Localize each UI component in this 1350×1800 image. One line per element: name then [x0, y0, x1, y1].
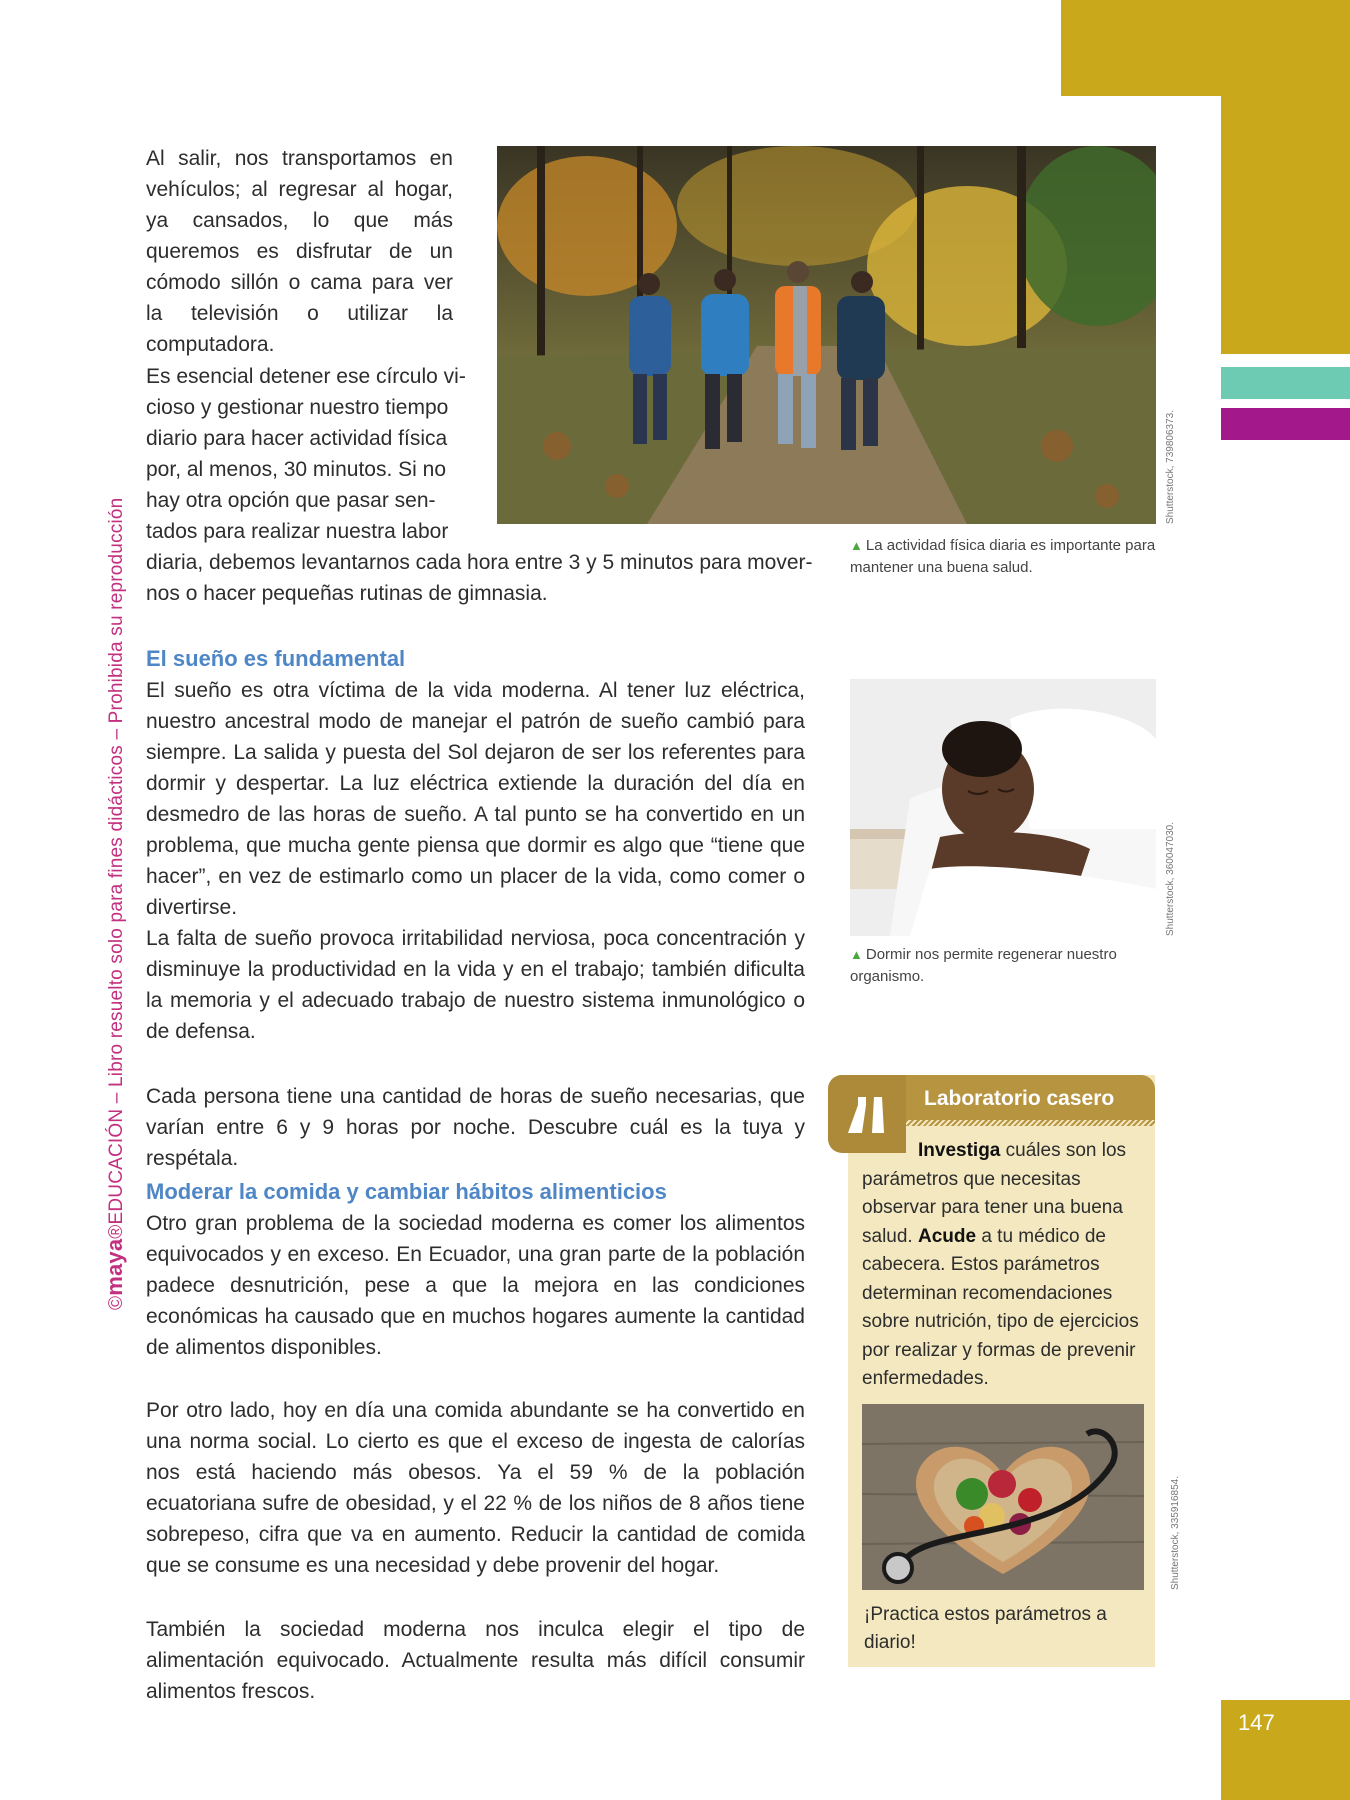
decorative-magenta-bar — [1221, 408, 1350, 440]
lab-text-part-2: a tu médico de cabecera. Estos parámetros determinan recomendaciones sobre nutrición, tipo de ejercicios por realizar y formas de prevenir enfermedades. — [862, 1225, 1139, 1389]
sleeping-illustration — [850, 679, 1156, 936]
registered-mark: ® — [106, 1224, 127, 1239]
copyright-notice — [102, 498, 128, 1310]
intro-line: por, al menos, 30 minutos. Si no — [146, 458, 446, 481]
food-photo — [862, 1404, 1144, 1590]
lab-keyword-acude: Acude — [917, 1225, 977, 1247]
copyright-text: EDUCACIÓN – Libro resuelto solo para fines didácticos – Prohibida su reproducción — [106, 497, 127, 1225]
food-section-heading: Moderar la comida y cambiar hábitos alimenticios — [146, 1179, 667, 1204]
sleeping-photo-credit: Shutterstock, 360047030. — [1165, 822, 1176, 936]
intro-line: nos o hacer pequeñas rutinas de gimnasia. — [146, 582, 548, 605]
intro-line: diario para hacer actividad física — [146, 427, 448, 450]
food-paragraph-3: También la sociedad moderna nos inculca elegir el tipo de alimentación equivocado. Actualmente resulta más difícil consumir alimentos frescos. — [146, 1618, 805, 1703]
intro-line: tados para realizar nuestra labor — [146, 520, 449, 543]
sleep-paragraph-1: El sueño es otra víctima de la vida moderna. Al tener luz eléctrica, nuestro ancestral modo de manejar el patrón de sueño cambió para siempre. La salida y puesta del Sol dejaron de ser los referentes para dormir y despertar. La luz eléctrica extiende la duración del día en desmedro de las horas de sueño. A tal punto se ha convertido en un problema, que mucha gente piensa que dormir es algo que “tiene que hacer”, en vez de estimarlo como un placer de la vida, como comer o divertirse. — [146, 679, 805, 919]
food-photo-credit: Shutterstock, 335916854. — [1170, 1476, 1181, 1590]
intro-line: cioso y gestionar nuestro tiempo — [146, 396, 449, 419]
lab-title: Laboratorio casero — [924, 1087, 1115, 1110]
intro-line: hay otra opción que pasar sen- — [146, 489, 436, 512]
decorative-gold-bar-top — [1061, 0, 1350, 96]
running-photo — [497, 146, 1156, 524]
intro-line: Es esencial detener ese círculo vi- — [146, 365, 466, 388]
sleeping-caption-text: Dormir nos permite regenerar nuestro organismo. — [850, 946, 1117, 985]
intro-paragraph-1: Al salir, nos transportamos en vehículos; al regresar al hogar, ya cansados, lo que más queremos es disfrutar de un cómodo sillón o cama para ver la televisión o utilizar la computadora. — [146, 147, 453, 356]
decorative-teal-bar — [1221, 367, 1350, 399]
sleeping-photo-caption — [850, 944, 1150, 988]
sleep-paragraph-2: La falta de sueño provoca irritabilidad nerviosa, poca concentración y disminuye la productividad en la vida y en el trabajo; también dificulta la memoria y el adecuado trabajo de nuestro sistema inmunológico o de defensa. — [146, 927, 805, 1043]
triangle-bullet-icon: ▲ — [850, 538, 863, 553]
lab-practice-note: ¡Practica estos parámetros a diario! — [864, 1604, 1107, 1653]
intro-line: diaria, debemos levantarnos cada hora entre 3 y 5 minutos para mover- — [146, 551, 813, 574]
running-photo-caption — [850, 535, 1166, 579]
decorative-gold-bar-side — [1221, 96, 1350, 354]
lab-keyword-investiga: Investiga — [918, 1140, 1001, 1161]
running-photo-credit: Shutterstock, 739806373. — [1165, 410, 1176, 524]
lab-instructions — [862, 1137, 1147, 1394]
running-illustration — [497, 146, 1156, 524]
brand-name: maya — [102, 1238, 127, 1296]
food-heart-illustration — [862, 1404, 1144, 1590]
running-caption-text: La actividad física diaria es importante para mantener una buena salud. — [850, 537, 1156, 576]
page-number: 147 — [1238, 1710, 1275, 1735]
sleeping-photo — [850, 679, 1156, 936]
copyright-symbol: © — [106, 1295, 127, 1310]
sleep-paragraph-3: Cada persona tiene una cantidad de horas de sueño necesarias, que varían entre 6 y 9 horas por noche. Descubre cuál es la tuya y respétala. — [146, 1085, 805, 1170]
food-paragraph-1: Otro gran problema de la sociedad moderna es comer los alimentos equivocados y en exceso. En Ecuador, una gran parte de la población padece desnutrición, pese a que la mejora en las condiciones económicas ha causado que en muchos hogares aumente la cantidad de alimentos disponibles. — [146, 1212, 805, 1359]
triangle-bullet-icon: ▲ — [850, 947, 863, 962]
lab-text-part-1: cuáles son los parámetros que necesitas observar para tener una buena salud. — [862, 1140, 1127, 1247]
food-paragraph-2: Por otro lado, hoy en día una comida abundante se ha convertido en una norma social. Lo cierto es que el exceso de ingesta de calorías nos está haciendo más obesos. Ya el 59 % de la población ecuatoriana sufre de obesidad, y el 22 % de los niños de 8 años tiene sobrepeso, cifra que va en aumento. Reducir la cantidad de comida que se consume es una necesidad y debe provenir del hogar. — [146, 1399, 805, 1577]
lab-header-stripe — [906, 1120, 1155, 1126]
sleep-section-heading: El sueño es fundamental — [146, 646, 406, 671]
